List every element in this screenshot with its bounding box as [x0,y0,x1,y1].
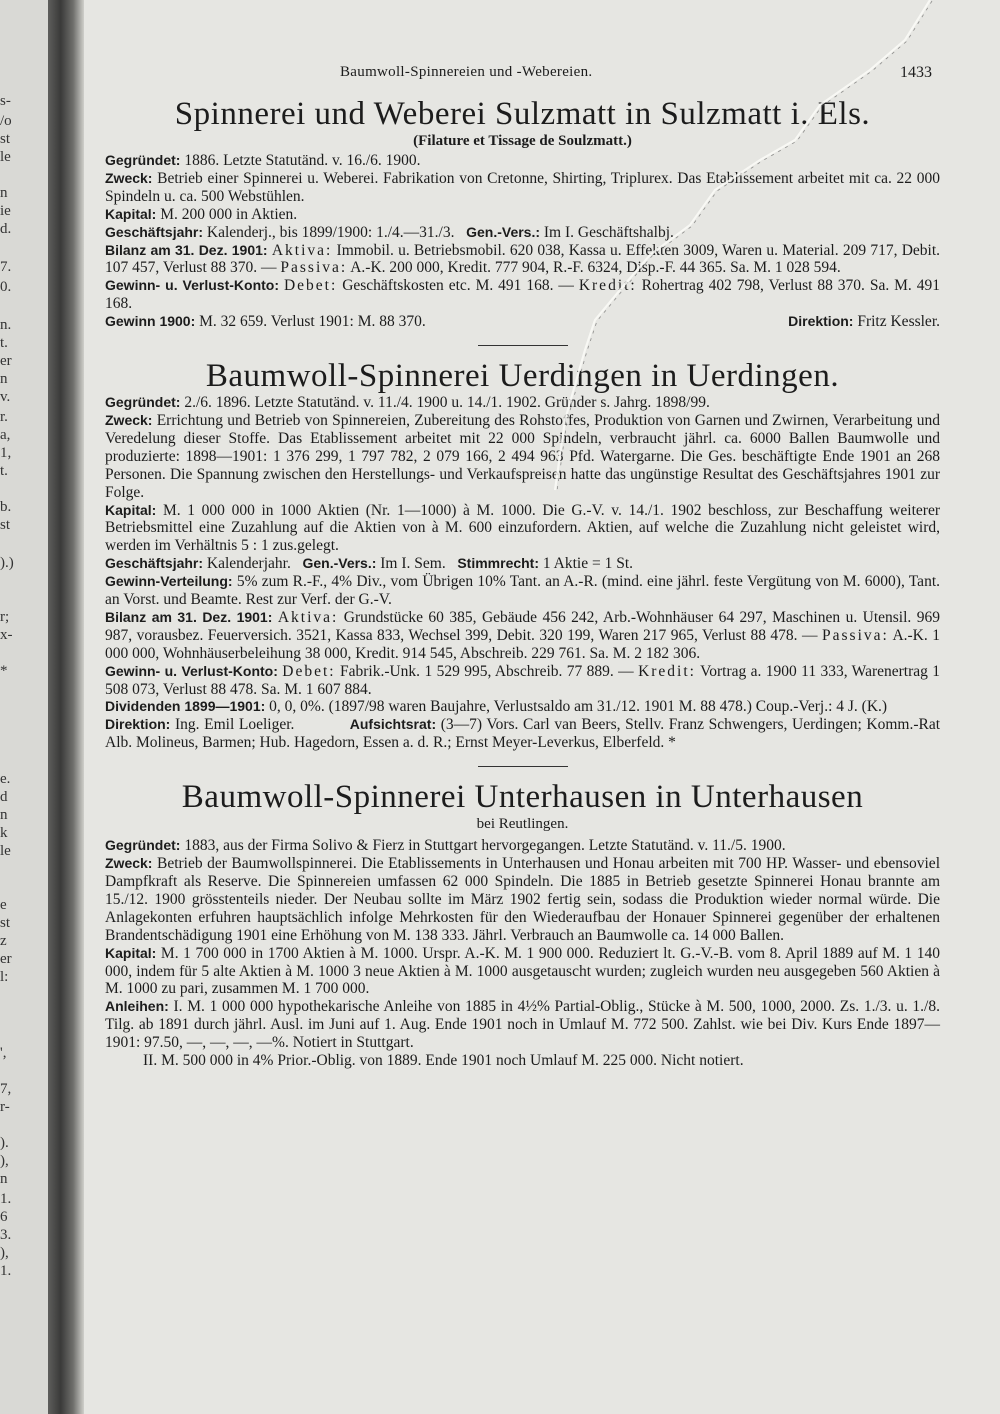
margin-fragment: n [0,807,8,823]
profit-loss-label: Gewinn- u. Verlust-Konto: [105,662,278,679]
profit-loss-line [105,663,940,699]
loans-text: I. M. 1 000 000 hypothekarische Anleihe von 1885 in 4½% Partial-Oblig., Stücke à M. 500, 1000, 2000. Zs. 1./3. u. 1./8. Tilg. ab 1891 durch jährl. Ausl. im Juni auf 1. Aug. Ende 1901 noch in Umlauf M. 772 500. Zahlst. wie bei Div. Kurs Ende 1897—1901: 97.50, —, —, —, —%. Notiert in Stuttgart. [105,998,940,1052]
capital-text: M. 1 700 000 in 1700 Aktien à M. 1000. Urspr. A.-K. M. 1 900 000. Reduziert lt. G.-V.-B. vom 8. April 1889 auf M. 1 140 000, indem für 5 alte Aktien à M. 1000 3 neue Aktien à M. 1000 ausgetauscht wurden; zugleich wurden neu ausgegeben 560 Aktien à M. 1000 zu pari, zusammen M. 1 700 000. [105,944,940,998]
margin-fragment: /o [0,113,12,129]
founded-text: 2./6. 1896. Letzte Statutänd. v. 11./4. 1900 u. 14./1. 1902. Gründer s. Jahrg. 1898/99. [180,394,710,412]
purpose-line [105,170,940,206]
previous-page-fragment [0,0,48,1414]
debit-text: Fabrik.-Unk. 1 529 995, Abschreib. 77 889. — [335,662,639,680]
fiscal-year-line [105,224,940,242]
purpose-text: Betrieb der Baumwollspinnerei. Die Etablissements in Unterhausen und Honau arbeiten mit 700 HP. Wasser- und ebensoviel Dampfkraft als Reserve. Die Spinnereien umfassen 62 000 Spindeln. Die 1885 in Betrieb gesetzte Spinnerei Honau brannte am 15./12. 1900 grösstenteils nieder. Der Neubau sollte im März 1902 fertig sein, sodass die Produktion wieder normal würde. Die Anlagekonten erfuhren hauptsächlich infolge Mehrkosten für den Wiederaufbau der Honauer Spinnerei gegenüber der erhaltenen Brandentschädigung 1901 eine Erhöhung von M. 138 333. Jährl. Verbrauch an Baumwolle ca. 14 000 Ballen. [105,855,940,944]
liabilities-label: Passiva: [280,259,348,277]
credit-text: Vortrag a. 1900 11 333, Warenertrag 1 508 073, Verlust 88 478. Sa. M. 1 607 884. [105,662,941,698]
margin-fragment: 1. [0,1263,12,1279]
fiscal-year-label: Geschäftsjahr: [105,555,204,572]
margin-fragment: d. [0,221,12,237]
direction-label: Direktion: [788,313,854,330]
margin-fragment: l: [0,969,9,985]
margin-fragment: ), [0,1245,9,1261]
dividends-line [105,698,940,716]
fiscal-year-text: Kalenderjahr. [203,555,291,573]
general-meeting-label: Gen.-Vers.: [302,555,377,572]
loans-label: Anleihen: [105,998,169,1015]
founded-line [105,152,940,170]
margin-fragment: * [0,663,8,679]
direction-text: Fritz Kessler. [853,313,940,331]
margin-fragment: ), [0,1153,9,1169]
margin-fragment: t. [0,463,8,479]
margin-fragment: ie [0,203,11,219]
margin-fragment: n [0,1171,8,1187]
margin-fragment: le [0,149,11,165]
credit-label: Kredit: [578,277,637,295]
margin-fragment: er [0,353,12,369]
liabilities-label: Passiva: [822,626,889,644]
supervisory-board-text: (3—7) Vors. Carl van Beers, Stellv. Franz Schwengers, Uerdingen; Komm.-Rat Alb. Molineus, Barmen; Hub. Hagedorn, Essen a. d. R.; Ernst Meyer-Leverkus, Elberfeld. * [105,716,941,752]
loans-line [105,998,940,1052]
founded-line [105,837,940,855]
profit-loss-label: Gewinn- u. Verlust-Konto: [105,277,279,294]
capital-line [105,502,940,556]
entry-subtitle: (Filature et Tissage de Soulzmatt.) [413,133,632,149]
founded-text: 1886. Letzte Statutänd. v. 16./6. 1900. [180,152,421,169]
profit-label: Gewinn 1900: [105,313,196,330]
margin-fragment: k [0,825,8,841]
margin-fragment: e. [0,771,11,787]
general-meeting-label: Gen.-Vers.: [466,223,541,240]
credit-label: Kredit: [638,662,696,680]
capital-line [105,206,940,224]
capital-text: M. 1 000 000 in 1000 Aktien (Nr. 1—1000) à M. 1000. Die G.-V. v. 14./1. 1902 beschloss, zur Beschaffung weiterer Betriebsmittel eine Zuzahlung auf die Aktien von à M. 600 einzufordern. Aktien, auf welche die Zuzahlung nicht geleistet wird, werden im Verhältnis 5 : 1 zus.gelegt. [105,501,940,555]
general-meeting-text: Im I. Geschäftshalbj. [540,223,674,241]
margin-fragment: 7. [0,259,12,275]
dividends-label: Dividenden 1899—1901: [105,698,266,715]
profit-distribution-line [105,573,940,609]
margin-fragment: ).) [0,555,14,571]
page-header [105,60,940,90]
margin-fragment: n [0,371,8,387]
company-entry-sulzmatt [105,96,940,331]
margin-fragment: 1. [0,1191,12,1207]
margin-fragment: 0. [0,279,12,295]
liabilities-text: A.-K. 1 000 000, Wohnhäuserbeleihung 38 000, Kredit. 914 545, Abschreib. 229 761. Sa. M. 2 182 306. [105,626,940,662]
margin-fragment: ). [0,1135,9,1151]
margin-fragment: x- [0,627,13,643]
margin-fragment: n. [0,317,12,333]
direction-block [788,313,940,331]
page-number: 1433 [900,64,932,81]
margin-fragment: r; [0,609,10,625]
company-entry-uerdingen [105,358,940,752]
capital-label: Kapital: [105,944,157,961]
book-gutter [48,0,84,1414]
general-meeting-text: Im I. Sem. [376,555,446,573]
debit-text: Geschäftskosten etc. M. 491 168. — [337,277,579,295]
entry-place: bei Reutlingen. [476,816,569,833]
margin-fragment: v. [0,389,11,405]
balance-line [105,609,940,663]
assets-text: Immobil. u. Betriebsmobil. 620 038, Kassa u. Effekten 3009, Waren u. Material. 209 717, Debit. 107 457, Verlust 88 370. — [105,241,941,277]
profit-loss-line [105,277,940,313]
purpose-text: Errichtung und Betrieb von Spinnereien, Zubereitung des Rohstoffes, Produktion von Garnen und Zwirnen, Verarbeitung und Veredelung dieser Stoffe. Das Etablissement arbeitet mit 22 000 Spindeln, verbraucht jährl. ca. 6000 Ballen Baumwolle und produzierte: 1898—1901: 1 376 299, 1 797 782, 2 079 166, 2 494 963 Pfd. Watergarne. Die Ges. beschäftigte Ende 1901 an 268 Personen. Die Spannung zwischen den Herstellungs- und Verkaufspreisen hatte das ungünstige Resultat des Geschäftsjahres 1901 zur Folge. [105,411,940,501]
direction-text: Ing. Emil Loeliger. [170,716,295,734]
margin-fragment: s- [0,93,11,109]
liabilities-text: A.-K. 200 000, Kredit. 777 904, R.-F. 6324, Disp.-F. 44 365. Sa. M. 1 028 594. [347,259,841,277]
fiscal-year-label: Geschäftsjahr: [105,223,204,240]
capital-label: Kapital: [105,501,157,518]
profit-distribution-text: 5% zum R.-F., 4% Div., vom Übrigen 10% Tant. an A.-R. (mind. eine jährl. feste Vergütung von M. 6000), Tant. an Vorst. und Beamte. Rest zur Verf. der G.-V. [105,573,940,609]
margin-fragment: r. [0,409,8,425]
margin-fragment: r- [0,1099,10,1115]
section-divider [478,766,568,767]
loans-second-line: II. M. 500 000 in 4% Prior.-Oblig. von 1889. Ende 1901 noch Umlauf M. 225 000. Nicht notiert. [143,1052,744,1070]
margin-fragment: 6 [0,1209,8,1225]
purpose-label: Zweck: [105,855,153,872]
margin-fragment: st [0,915,11,931]
margin-fragment: le [0,843,11,859]
company-entry-unterhausen [105,779,940,1070]
purpose-text: Betrieb einer Spinnerei u. Weberei. Fabrikation von Cretonne, Shirting, Triplurex. Das Etablissement arbeitet mit ca. 22 000 Spindeln u. ca. 500 Webstühlen. [105,169,940,205]
purpose-line [105,855,940,945]
founded-line [105,394,940,412]
section-divider [478,345,568,346]
founded-text: 1883, aus der Firma Solivo & Fierz in Stuttgart hervorgegangen. Letzte Statutänd. v. 11./5. 1900. [180,837,786,855]
assets-label: Aktiva: [271,241,333,259]
capital-text: M. 200 000 in Aktien. [156,205,298,223]
direction-label: Direktion: [105,716,171,733]
founded-label: Gegründet: [105,837,181,854]
founded-label: Gegründet: [105,152,181,168]
profit-text: M. 32 659. Verlust 1901: M. 88 370. [195,313,426,331]
profit-distribution-label: Gewinn-Verteilung: [105,573,233,590]
margin-fragment: ', [0,1045,7,1061]
margin-fragment: er [0,951,12,967]
margin-fragment: e [0,897,7,913]
margin-fragment: z [0,933,7,949]
document-page [105,60,940,1070]
dividends-text: 0, 0, 0%. (1897/98 waren Baujahre, Verlustsaldo am 31./12. 1901 M. 88 478.) Coup.-Verj.: 4 J. (K.) [265,698,888,716]
margin-fragment: n [0,185,8,201]
profit-direction-line [105,313,940,331]
voting-right-label: Stimmrecht: [457,555,540,572]
founded-label: Gegründet: [105,394,181,411]
margin-fragment: st [0,131,11,147]
margin-fragment: st [0,517,11,533]
supervisory-board-label: Aufsichtsrat: [349,716,437,733]
running-title: Baumwoll-Spinnereien und -Webereien. [340,64,593,80]
margin-fragment: b. [0,499,12,515]
entry-title: Spinnerei und Weberei Sulzmatt in Sulzmatt i. Els. [174,96,871,132]
fiscal-year-line [105,555,940,573]
margin-fragment: 3. [0,1227,12,1243]
margin-fragment: 1, [0,445,12,461]
fiscal-year-text: Kalenderj., bis 1899/1900: 1./4.—31./3. [203,223,455,241]
capital-line [105,945,940,999]
margin-fragment: t. [0,335,8,351]
margin-fragment: a, [0,427,11,443]
purpose-line [105,412,940,502]
credit-text: Rohertrag 402 798, Verlust 88 370. Sa. M. 491 168. [105,277,940,313]
entry-title: Baumwoll-Spinnerei Unterhausen in Unterhausen [181,779,864,816]
assets-text: Grundstücke 60 385, Gebäude 456 242, Arb.-Wohnhäuser 64 297, Maschinen u. Utensil. 969 987, vorausbez. Feuerversich. 3521, Kassa 833, Wechsel 399, Debit. 320 199, Waren 217 965, Verlust 88 478. — [105,608,940,644]
balance-label: Bilanz am 31. Dez. 1901: [105,241,268,258]
debit-label: Debet: [282,662,336,680]
entry-title: Baumwoll-Spinnerei Uerdingen in Uerdingen. [205,358,840,395]
assets-label: Aktiva: [277,608,339,626]
margin-fragment: 7, [0,1081,12,1097]
margin-fragment: d [0,789,8,805]
direction-board-line [105,716,940,752]
balance-label: Bilanz am 31. Dez. 1901: [105,608,273,625]
capital-label: Kapital: [105,205,157,222]
purpose-label: Zweck: [105,169,153,186]
purpose-label: Zweck: [105,411,153,428]
voting-right-text: 1 Aktie = 1 St. [539,555,634,573]
debit-label: Debet: [283,277,338,295]
balance-line [105,242,940,278]
